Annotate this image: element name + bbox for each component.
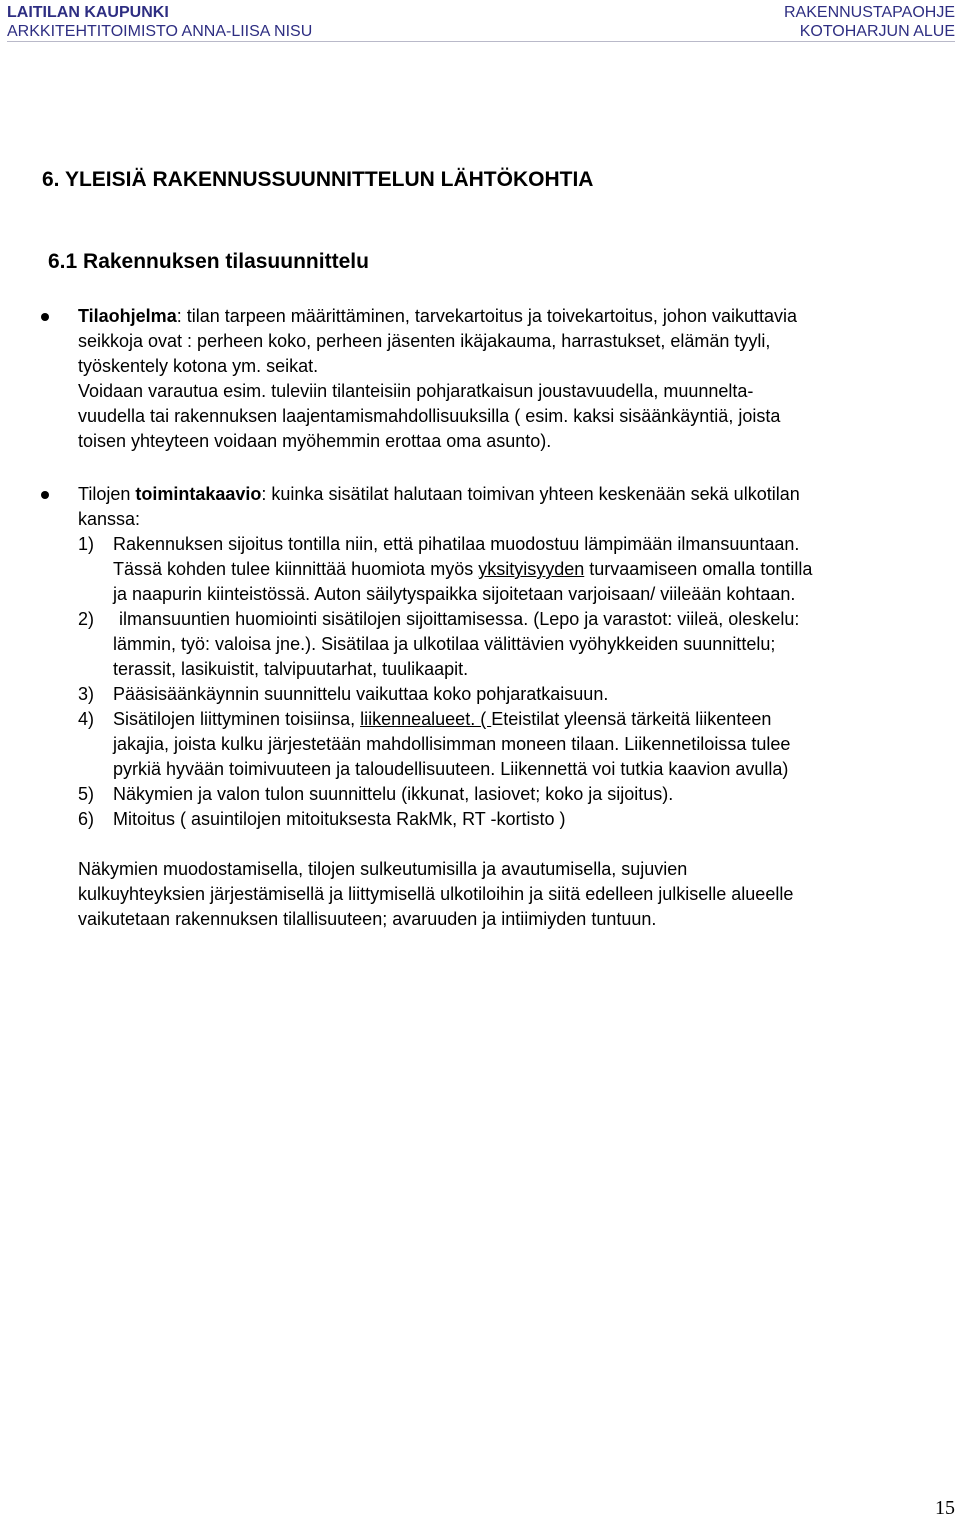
closing-line: kulkuyhteyksien järjestämisellä ja liittymisellä ulkotiloihin ja siitä edelleen julkiselle alueelle: [78, 884, 794, 904]
list-item-line: Pääsisäänkäynnin suunnittelu vaikuttaa koko pohjaratkaisuun.: [113, 684, 609, 704]
page-number: 15: [935, 1497, 955, 1519]
paragraph-line: Voidaan varautua esim. tuleviin tilanteisiin pohjaratkaisun joustavuudella, muunnelta-: [78, 381, 754, 401]
text-span: : kuinka sisätilat halutaan toimivan yhteen keskenään sekä ulkotilan: [261, 484, 800, 504]
header-area: KOTOHARJUN ALUE: [799, 23, 955, 40]
header-doc-title: RAKENNUSTAPAOHJE: [784, 4, 955, 21]
list-item-line: jakajia, joista kulku järjestetään mahdollisimman moneen tilaan. Liikennetiloissa tulee: [113, 734, 791, 754]
text-span: : tilan tarpeen määrittäminen, tarvekartoitus ja toivekartoitus, johon vaikuttavia: [176, 306, 798, 326]
bullet-dot: [41, 491, 49, 499]
list-item-line: lämmin, työ: valoisa jne.). Sisätilaa ja ulkotilaa välittävien vyöhykkeiden suunnittelu;: [113, 634, 776, 654]
list-item-line: Näkymien ja valon tulon suunnittelu (ikkunat, lasiovet; koko ja sijoitus).: [113, 784, 674, 804]
list-number: 5): [78, 784, 95, 804]
list-number: 4): [78, 709, 95, 729]
list-item-line: ilmansuuntien huomiointi sisätilojen sijoittamisessa. (Lepo ja varastot: viileä, oleskelu:: [119, 609, 800, 629]
text-span: Tässä kohden tulee kiinnittää huomiota myös: [113, 559, 479, 579]
list-number: 1): [78, 534, 95, 554]
bullet-dot: [41, 313, 49, 321]
list-item-line: [113, 557, 812, 582]
paragraph-line: seikkoja ovat : perheen koko, perheen jäsenten ikäjakauma, harrastukset, elämän tyyli,: [78, 331, 771, 351]
list-item-line: terassit, lasikuistit, talvipuutarhat, tuulikaapit.: [113, 659, 469, 679]
subsection-heading: 6.1 Rakennuksen tilasuunnittelu: [48, 250, 369, 273]
page-header: [7, 3, 955, 42]
list-item-line: ja naapurin kiinteistössä. Auton säilytyspaikka sijoitetaan varjoisaan/ viileään kohtaan.: [113, 584, 796, 604]
text-span: Tilojen: [78, 484, 136, 504]
closing-line: vaikutetaan rakennuksen tilallisuuteen; avaruuden ja intiimiyden tuntuun.: [78, 909, 657, 929]
paragraph-line: [78, 482, 800, 507]
section-heading: 6. YLEISIÄ RAKENNUSSUUNNITTELUN LÄHTÖKOHTIA: [42, 168, 594, 191]
underlined-liikennealueet: liikennealueet. (: [360, 709, 492, 729]
list-number: 2): [78, 609, 95, 629]
list-number: 3): [78, 684, 95, 704]
paragraph-line: työskentely kotona ym. seikat.: [78, 356, 319, 376]
header-city: LAITILAN KAUPUNKI: [7, 4, 169, 21]
header-right: [784, 3, 955, 41]
paragraph-line: toisen yhteyteen voidaan myöhemmin erottaa oma asunto).: [78, 431, 552, 451]
header-office: ARKKITEHTITOIMISTO ANNA-LIISA NISU: [7, 23, 313, 40]
list-number: 6): [78, 809, 95, 829]
text-span: Sisätilojen liittyminen toisiinsa,: [113, 709, 361, 729]
list-item-line: Mitoitus ( asuintilojen mitoituksesta RakMk, RT -kortisto ): [113, 809, 566, 829]
paragraph-line: [78, 304, 797, 329]
list-item-line: [113, 707, 771, 732]
header-left: [7, 3, 312, 41]
term-tilaohjelma: Tilaohjelma: [78, 306, 177, 326]
underlined-yksityisyyden: yksityisyyden: [478, 559, 585, 579]
term-toimintakaavio: toimintakaavio: [135, 484, 262, 504]
paragraph-line: vuudella tai rakennuksen laajentamismahdollisuuksilla ( esim. kaksi sisäänkäyntiä, joista: [78, 406, 781, 426]
closing-line: Näkymien muodostamisella, tilojen sulkeutumisilla ja avautumisella, sujuvien: [78, 859, 688, 879]
list-item-line: pyrkiä hyvään toimivuuteen ja taloudellisuuteen. Liikennettä voi tutkia kaavion avulla): [113, 759, 789, 779]
text-span: turvaamiseen omalla tontilla: [584, 559, 813, 579]
paragraph-line: kanssa:: [78, 509, 141, 529]
list-item-line: Rakennuksen sijoitus tontilla niin, että pihatilaa muodostuu lämpimään ilmansuuntaan.: [113, 534, 800, 554]
text-span: Eteistilat yleensä tärkeitä liikenteen: [491, 709, 772, 729]
